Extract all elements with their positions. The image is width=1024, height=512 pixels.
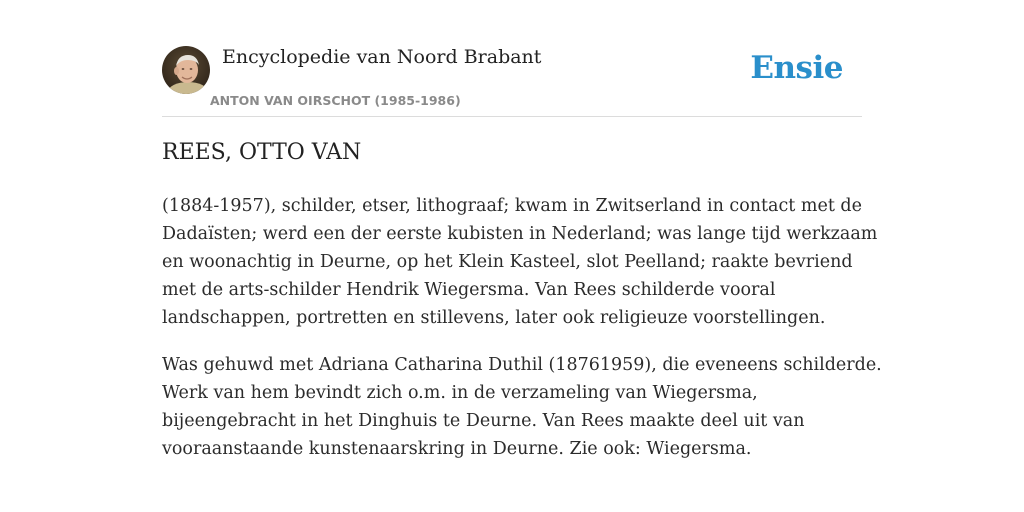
text-line: landschappen, portretten en stillevens, later ook religieuze voorstellingen. [162,308,826,328]
source-header [162,44,862,117]
entry-title: REES, OTTO VAN [162,140,362,165]
text-line: bijeengebracht in het Dinghuis te Deurne. Van Rees maakte deel uit van [162,411,805,431]
source-title[interactable]: Encyclopedie van Noord Brabant [222,46,542,68]
author-portrait-icon [162,46,210,94]
text-line: met de arts-schilder Hendrik Wiegersma. Van Rees schilderde vooral [162,280,776,300]
entry-body [162,192,882,482]
text-line: en woonachtig in Deurne, op het Klein Kasteel, slot Peelland; raakte bevriend [162,252,853,272]
ensie-logo[interactable]: Ensie [750,50,843,86]
text-line: Was gehuwd met Adriana Catharina Duthil (18761959), die eveneens schilderde. [162,355,882,375]
author-avatar[interactable] [162,46,210,94]
text-line: vooraanstaande kunstenaarskring in Deurne. Zie ook: Wiegersma. [162,439,752,459]
text-line: Werk van hem bevindt zich o.m. in de verzameling van Wiegersma, [162,383,758,403]
source-author[interactable]: ANTON VAN OIRSCHOT (1985-1986) [210,93,461,108]
text-line: Dadaïsten; werd een der eerste kubisten in Nederland; was lange tijd werkzaam [162,224,878,244]
text-line: (1884-1957), schilder, etser, lithograaf; kwam in Zwitserland in contact met de [162,196,862,216]
entry-paragraph [162,192,878,332]
entry-paragraph [162,351,882,463]
